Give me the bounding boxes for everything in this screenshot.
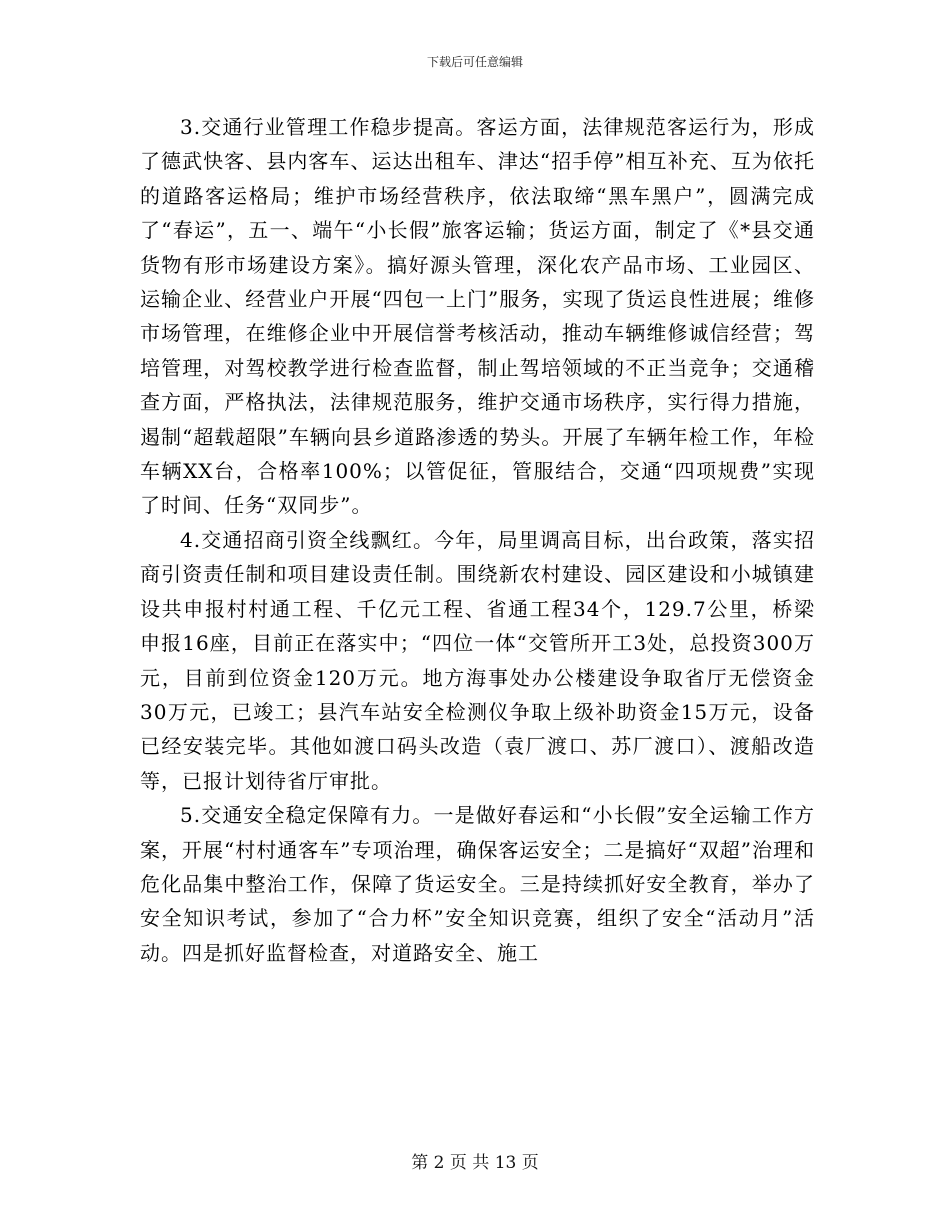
paragraph-5: 5.交通安全稳定保障有力。一是做好春运和“小长假”安全运输工作方案，开展“村村通客车”专项治理，确保客运安全；二是搞好“双超”治理和危化品集中整治工作，保障了货运安全。三是持续抓好安全教育，举办了安全知识考试，参加了“合力杯”安全知识竞赛，组织了安全“活动月”活动。四是抓好监督检查，对道路安全、施工 [140, 803, 815, 965]
page-number: 第 2 页 共 13 页 [411, 1153, 539, 1173]
paragraph-4: 4.交通招商引资全线飘红。今年，局里调高目标，出台政策，落实招商引资责任制和项目建设责任制。围绕新农村建设、园区建设和小城镇建设共申报村村通工程、千亿元工程、省通工程34个，129.7公里，桥梁申报16座，目前正在落实中；“四位一体“交管所开工3处，总投资300万元，目前到位资金120万元。地方海事处办公楼建设争取省厅无偿资金30万元，已竣工；县汽车站安全检测仪争取上级补助资金15万元，设备已经安装完毕。其他如渡口码头改造（袁厂渡口、苏厂渡口）、渡船改造等，已报计划待省厅审批。 [140, 527, 815, 793]
document-body [140, 110, 815, 970]
paragraph-3: 3.交通行业管理工作稳步提高。客运方面，法律规范客运行为，形成了德武快客、县内客车、运达出租车、津达“招手停”相互补充、互为依托的道路客运格局；维护市场经营秩序，依法取缔“黑车黑户”，圆满完成了“春运”，五一、端午“小长假”旅客运输；货运方面，制定了《*县交通货物有形市场建设方案》。搞好源头管理，深化农产品市场、工业园区、运输企业、经营业户开展“四包一上门”服务，实现了货运良性进展；维修市场管理，在维修企业中开展信誉考核活动，推动车辆维修诚信经营；驾培管理，对驾校教学进行检查监督，制止驾培领域的不正当竞争；交通稽查方面，严格执法，法律规范服务，维护交通市场秩序，实行得力措施，遏制“超载超限”车辆向县乡道路渗透的势头。开展了车辆年检工作，年检车辆XX台，合格率100%；以管促征，管服结合，交通“四项规费”实现了时间、任务“双同步”。 [140, 115, 815, 518]
header-note: 下载后可任意编辑 [426, 55, 523, 69]
